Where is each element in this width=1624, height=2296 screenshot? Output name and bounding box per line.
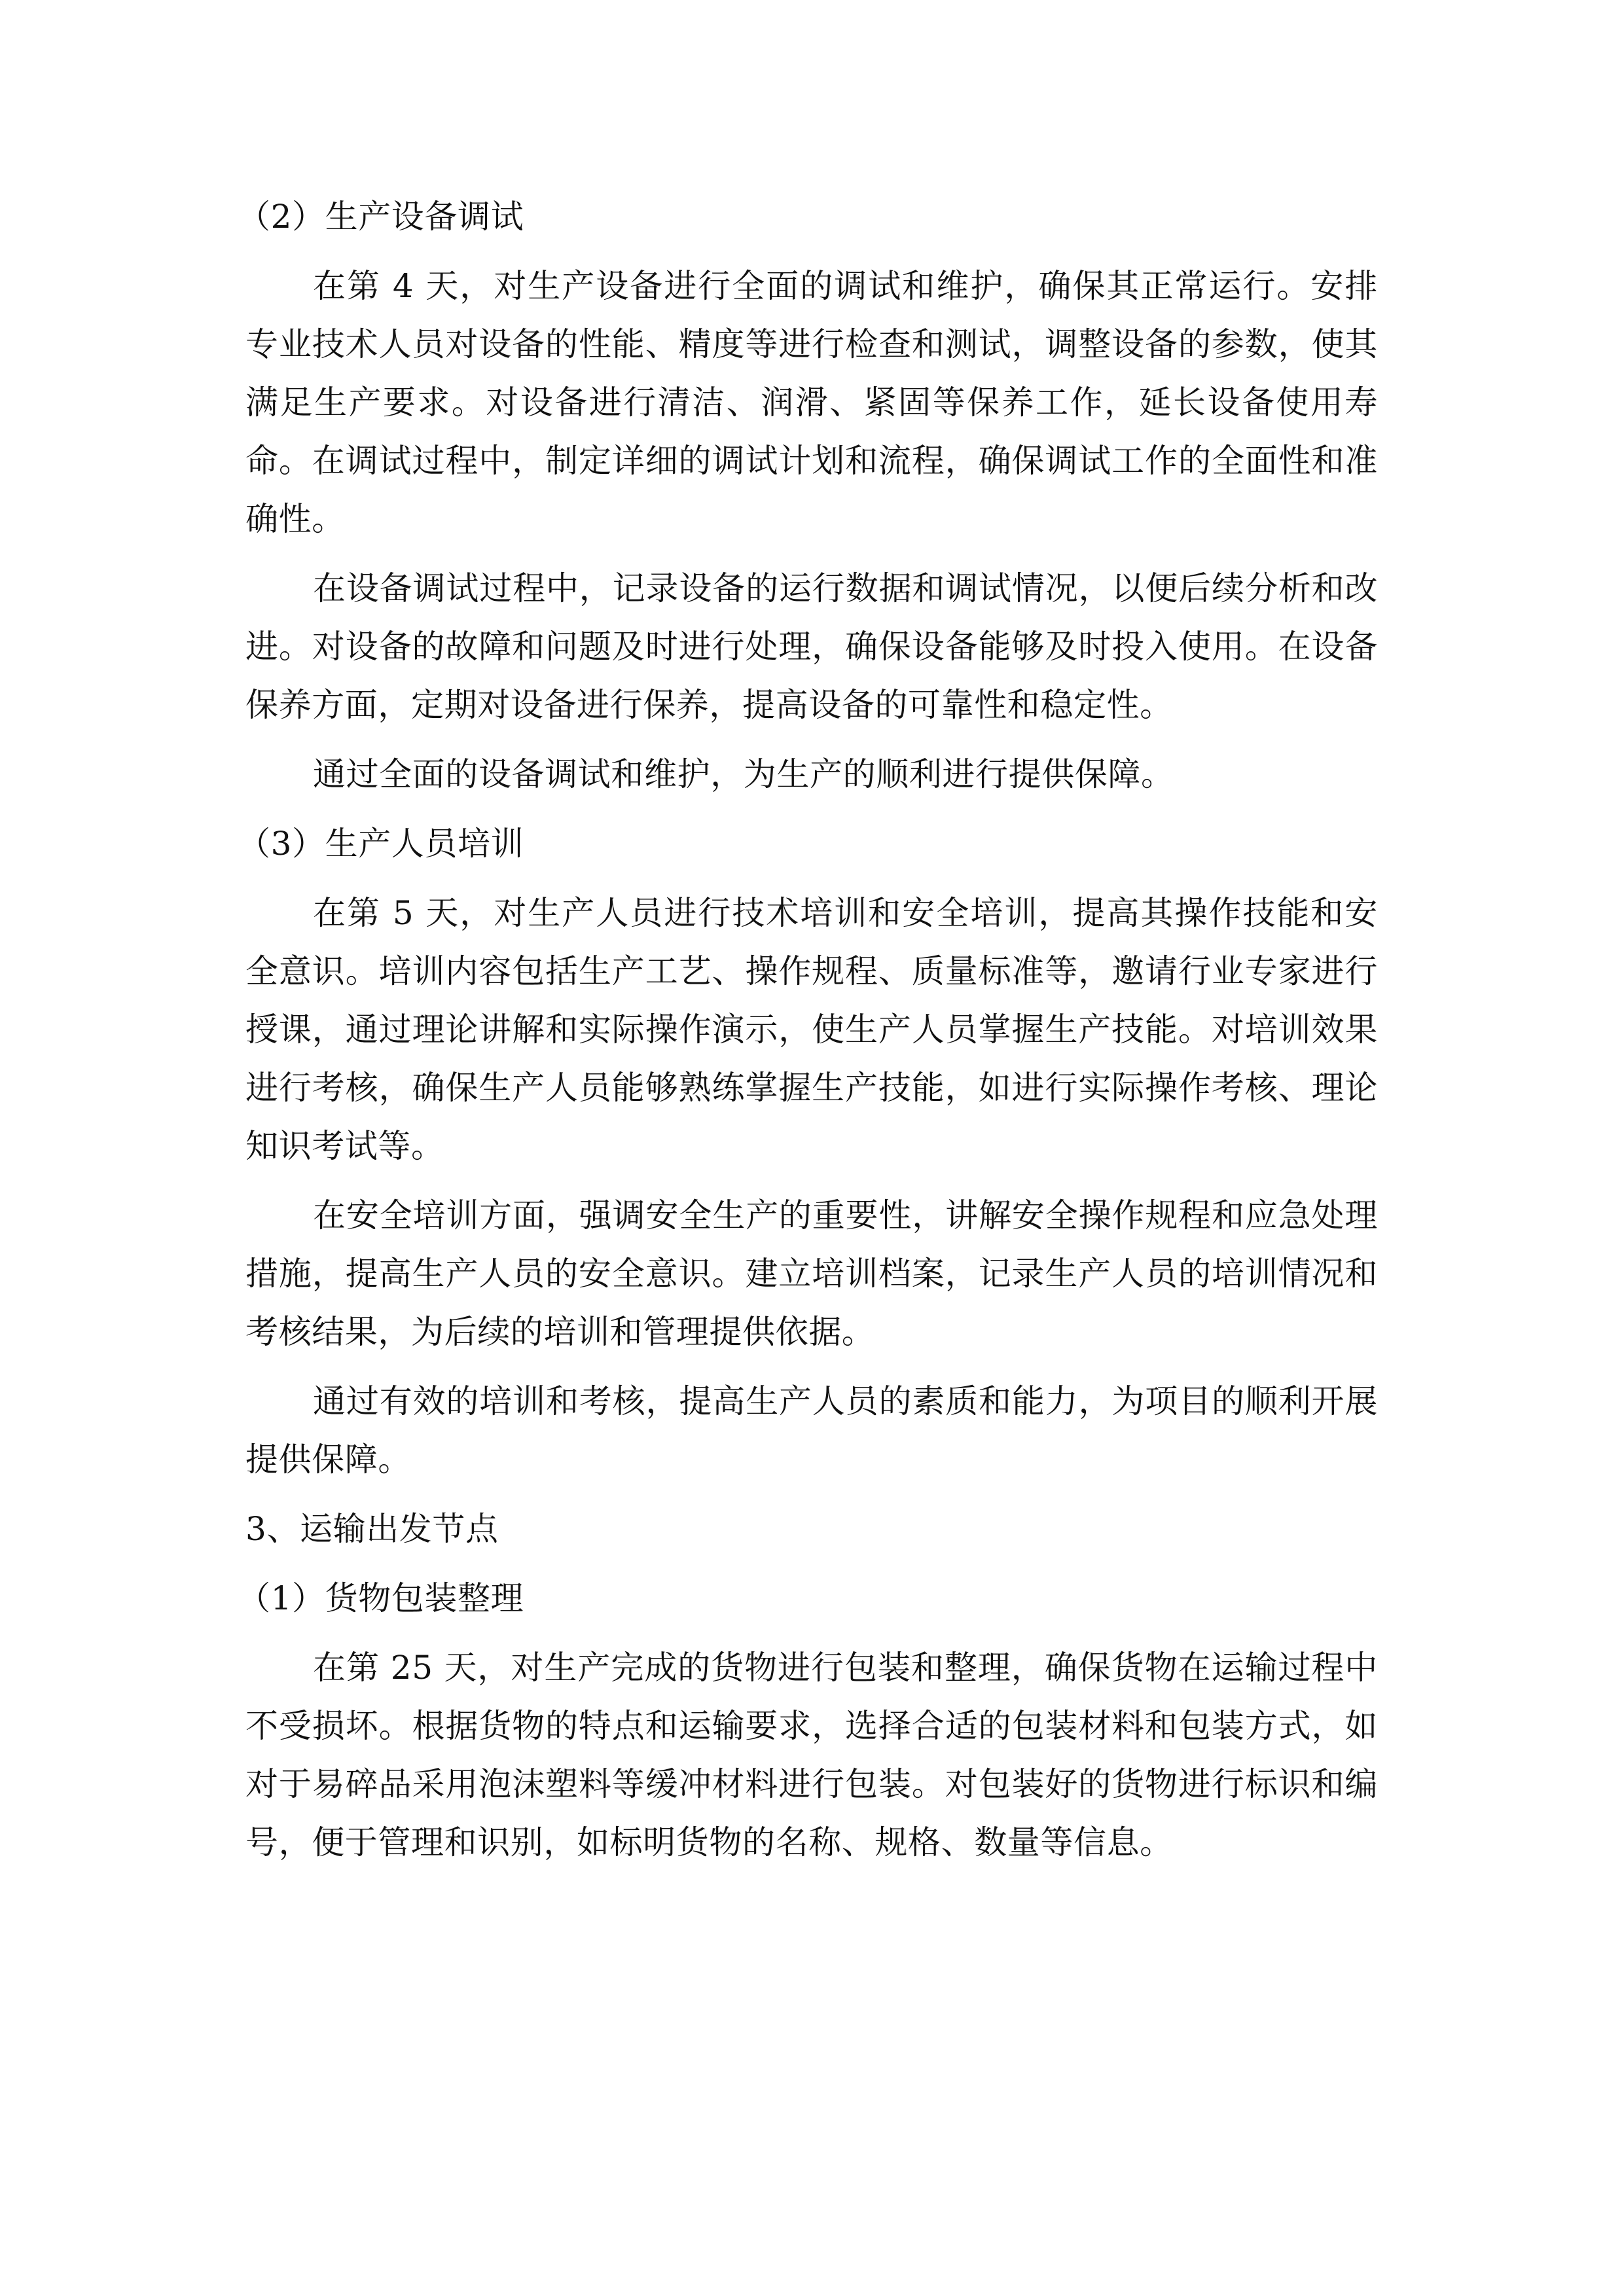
paragraph-equipment-debugging-2: 在设备调试过程中，记录设备的运行数据和调试情况，以便后续分析和改进。对设备的故障和问题及时进行处理，确保设备能够及时投入使用。在设备保养方面，定期对设备进行保养，提高设备的可靠性和稳定性。 bbox=[245, 569, 1378, 724]
section-heading-goods-packaging: （1）货物包装整理 bbox=[238, 1579, 524, 1617]
section-heading-equipment-debugging: （2）生产设备调试 bbox=[238, 198, 524, 236]
section-heading-staff-training: （3）生产人员培训 bbox=[238, 825, 524, 863]
paragraph-equipment-debugging-3: 通过全面的设备调试和维护，为生产的顺利进行提供保障。 bbox=[313, 755, 1174, 793]
paragraph-goods-packaging-1: 在第 25 天，对生产完成的货物进行包装和整理，确保货物在运输过程中不受损坏。根据货物的特点和运输要求，选择合适的包装材料和包装方式，如对于易碎品采用泡沫塑料等缓冲材料进行包装。对包装好的货物进行标识和编号，便于管理和识别，如标明货物的名称、规格、数量等信息。 bbox=[245, 1649, 1378, 1861]
paragraph-equipment-debugging-1: 在第 4 天，对生产设备进行全面的调试和维护，确保其正常运行。安排专业技术人员对设备的性能、精度等进行检查和测试，调整设备的参数，使其满足生产要求。对设备进行清洁、润滑、紧固等保养工作，延长设备使用寿命。在调试过程中，制定详细的调试计划和流程，确保调试工作的全面性和准确性。 bbox=[245, 267, 1378, 538]
document-body bbox=[238, 188, 1378, 1883]
part-heading-transport-departure: 3、运输出发节点 bbox=[245, 1510, 499, 1548]
paragraph-staff-training-3: 通过有效的培训和考核，提高生产人员的素质和能力，为项目的顺利开展提供保障。 bbox=[245, 1382, 1378, 1479]
paragraph-staff-training-1: 在第 5 天，对生产人员进行技术培训和安全培训，提高其操作技能和安全意识。培训内容包括生产工艺、操作规程、质量标准等，邀请行业专家进行授课，通过理论讲解和实际操作演示，使生产人员掌握生产技能。对培训效果进行考核，确保生产人员能够熟练掌握生产技能，如进行实际操作考核、理论知识考试等。 bbox=[245, 894, 1378, 1165]
paragraph-staff-training-2: 在安全培训方面，强调安全生产的重要性，讲解安全操作规程和应急处理措施，提高生产人员的安全意识。建立培训档案，记录生产人员的培训情况和考核结果，为后续的培训和管理提供依据。 bbox=[245, 1196, 1378, 1351]
